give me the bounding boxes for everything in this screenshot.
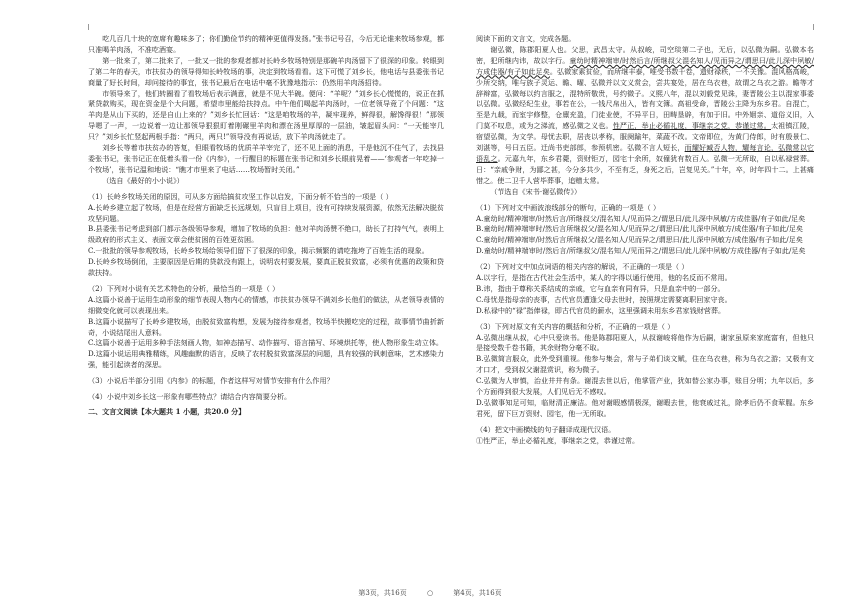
question-1-option-a: A.童幼时/精神端审/时然后言/所继叔父/混名知人/见而异之/谓思曰/此儿深中夙敏/方成佳器/有子如此/足矣 xyxy=(476,213,806,223)
section-heading: 二、文言文阅读【本大题共 1 小题，共20.0 分】 xyxy=(88,407,246,416)
question-1-option-a: A.长岭乡建立起了牧场，但是在经营方面缺乏长远规划，只盲目上项目，没有可持续发展资源，依然无法解决脱贫攻坚问题。 xyxy=(88,202,444,223)
question-1-option-b: B.县委张书记考虑到部门都示各级领导参观，增加了牧场的负担：他对羊肉汤赞不绝口，助长了打持气气，表明上级政府的形式主义、表面文章会使贫困的百姓更贫困。 xyxy=(88,224,444,245)
question-2: （2）下列对小说有关艺术特色的分析，最恰当的一项是（ ） xyxy=(88,283,280,293)
passage-text: 。弘微家素贫俭，而所继丰泰，唯受书数千卷，遗财禄秩，一不关豫。混风格高峻，少所交纳，唯与族子灵运、瞻、曜、弘微并以文义赏会，尝共宴处，居在乌衣巷，故谓之乌衣之游。瞻等才辞辩富，弘微每以约言服之，混特所敬贵，号约微子。义熙八年，混以刘毅党见诛，妻晋陵公主以混家事委以弘微。弘微经纪生业，事若在公，一钱尺帛出入，皆有文簿。高祖受命，晋陵公主降为东乡君。自混亡，至是九载，而室宇修整，仓廪充盈，门徒业使，不异平日，田畴垦辟，有加于旧。中外姻亲、道俗义旧，入门莫不叹息，或为之涕流，感弘微之义也。 xyxy=(476,66,814,131)
question-3-option-c: C.弘微为人审慎，治业井井有条。谢混去世以后，他掌管产业，犹如替公家办事，账目分明；九年以后，多个方面得到很大发展，人们见后无不感叹。 xyxy=(476,376,814,397)
question-2-option-d: D.这篇小说运用典雅精练，风趣幽默的语言，反映了农村脱贫致富深层的问题，具有较强的讽刺意味，艺术感染力强，能引起读者的深思。 xyxy=(88,349,444,370)
question-3-option-d: D.弘微事知足可知，临财清正廉洁。他对谢暇感情极深，谢暇去世，他衰戚过礼，除孝后仍不食荤腥。东乡君死，留下巨万资财、园宅，他一无所取。 xyxy=(476,398,814,418)
passage-source: （节选自《宋书·谢弘微传》） xyxy=(490,186,582,196)
passage-text: 谢弘微，陈郡阳夏人也。父思，武昌太守。从叔峻，司空琰第二子也，无后，以弘微为嗣。弘微本名密，犯所继内讳，故以字行。 xyxy=(476,44,814,65)
page-footer xyxy=(0,588,860,598)
passage-text: 。元嘉九年，东乡君薨，资财钜万，园宅十余所，奴僮犹有数百人。弘微一无所取，自以私禄营葬。日：“亲戚争财，为鄙之甚，今分多共少，不至有乏，身死之后，岂复见关。”十年，卒，时年四十二。上甚痛惜之。使二卫千人营毕葬事，追赠太常。 xyxy=(476,153,814,185)
question-3: （3）小说后半部分引用《内参》的标题，作者这样写对情节安排有什么作用？ xyxy=(88,376,334,386)
question-3: （3）下列对原文有关内容的概括和分析，不正确的一项是（ ） xyxy=(476,321,675,331)
underlined-sentence: 而耀好臧否人物，耀每言论，弘微常以它语乱之 xyxy=(476,143,814,163)
passage-intro: 阅读下面的文言文，完成各题。 xyxy=(476,34,576,43)
question-2-option-b: B.这篇小说描写了长岭乡建牧场，由脱贫致富构想，发展为接待参观者，牧场半快搬吃完的过程，故事情节曲折新奇，小说结尾出人意料。 xyxy=(88,316,444,337)
question-4-item-1: ①性严正，举止必循礼度，事继亲之党，恭谨过常。 xyxy=(476,435,640,445)
question-1-option-d: D.长岭乡牧场倒闭，主要原因是后期的贷款没有跟上，说明农村要发展，要真正脱贫致富，必须有优惠的政策和贷款扶持。 xyxy=(88,257,444,278)
passage-paragraph: 吃几百几十块的宽席有趣味多了；你们勤俭节约的精神更值得发扬。”张书记号召，今后无论谁来牧场参观，都只准喝羊肉汤，不准吃酒宴。 xyxy=(88,34,444,54)
passage-paragraph: 市领导来了，他们转圈看了看牧场后表示满意，就是不见大半碗。便问：“羊呢？”刘乡长心慌慌的，说正在抓紧贷款购买，现在资金是个大问题，希望市里能给扶持点。中午他们喝起羊肉汤时，一位老领导竟了个问题：“这羊肉是从山下买的，还是自山上来的？”刘乡长忙回话：“这是咱牧场的羊，凝牢现养，鲜得很，解馋得很！”那领导嗯了一声，一边说着一边让那领导狠狠盯着刚碾里羊肉和漂在汤里厚厚的一层油，皱起眉头问：“一天能宰几只？”刘乡长忙竖起两根手指：“两只，两只!”领导没有再说话，放下羊肉汤就走了。 xyxy=(88,88,444,142)
passage-source: （选自《最好的小小说》） xyxy=(102,175,184,185)
passage-paragraph: 第一批来了，第二批来了，一批又一批的参观者都对长岭乡牧场特别是那碗羊肉汤留下了很深的印象。转眼到了第二年的春天，市扶贫办的领导得知长岭牧场的事，决定到牧场看看。这下可慌了刘乡长，他电话与县委张书记商量了好长时间，却问接待的事宜，张书记最后在电话中毫不犹豫地指示：仍然用羊肉汤招待。 xyxy=(88,55,444,87)
question-2-option-d: D.私禄中的“禄”指俸禄，即古代官员的薪水，这里强调未用东乡君家钱财营葬。 xyxy=(476,305,726,315)
question-2-option-b: B.讳，指由于尊称关系结成的亲戚，它与血亲有同有异，只是血亲中的一部分。 xyxy=(476,283,725,293)
right-column xyxy=(476,34,814,582)
question-1: （1）长岭乡牧场关闭的原因，可从多方面给搞贫攻坚工作以启发，下面分析不恰当的一项是（ ） xyxy=(88,191,393,201)
underlined-sentence: 性严正，举止必循礼度，事继亲之党，恭谨过常。 xyxy=(612,121,771,131)
question-2-option-c: C.这篇小说善于运用多种手法刻画人物，如神态描写、动作描写、语言描写、环境烘托等，使人物形象生动立体。 xyxy=(88,338,444,348)
left-column xyxy=(88,34,444,582)
question-3-option-a: A.弘微出继从叔，心中只爱读书。他是陈郡阳夏人，从叔谢峻将他作为后嗣，谢家虽原来家庭富有，但他只是接受数千卷书籍，其余财物分毫不取。 xyxy=(476,332,814,353)
question-1-option-b: B.童幼时/精神端审时/然后言所继叔父/混名知人/见而异之/谓思曰/此儿深中夙敏方/成佳器/有子如此/足矣 xyxy=(476,224,803,234)
passage-paragraph: 刘乡长等着市扶贫办的答复，但眼看牧场的优质羊羊宰完了，还不见上面的消息，干是他沉不住气了，去找县委张书记，张书记正在低着头看一份《内参》，一行醒目的标题在张书记和刘乡长眼前晃着——‘参观者一年吃掉一个牧场’，张书记温和地说：“瞧才市里来了电话……牧场暂时关闭。” xyxy=(88,143,444,174)
crop-mark xyxy=(88,24,89,30)
crop-mark xyxy=(813,24,814,30)
passage-paragraph xyxy=(476,45,814,187)
question-2-option-a: A.以字行，是指在古代社会生活中，某人的字得以通行使用，他的名反而不常用。 xyxy=(476,273,732,283)
page-number-right: 第4页，共16页 xyxy=(453,589,502,597)
passage-text: 太祖镇江陵，宿望弘微，为文学。母忧去职，居丧以孝称，服阕踰年，菜蔬不改。文帝即位，为黄门侍郎，时有殷景仁、刘湛等，号曰五臣。迁尚书吏部郎，参预机密。弘微不言人短长， xyxy=(476,121,814,153)
question-2: （2）下列对文中加点词语的相关内容的解说，不正确的一项是（ ） xyxy=(476,262,689,272)
fold-circle-icon: ○ xyxy=(426,589,434,597)
question-2-option-a: A.这篇小说善于运用生动形象的细节表现人物内心的情感，市扶贫办领导不满刘乡长他们的做法，从老领导表情的细微变化就可以表现出来。 xyxy=(88,294,444,315)
question-3-option-b: B.弘微简言服众，此外受到重视。他参与集会，常与子弟们谈文赋，住在乌衣巷，称为乌衣之游；又极有文才口才，受到叔父谢混赏识，称为微子。 xyxy=(476,354,814,375)
question-1-option-c: C.童幼时/精神端审/时然后言所继叔父/混名知人/见而异之/谓思曰/此儿深中夙敏方/成佳器/有子如此/足矣 xyxy=(476,235,803,245)
question-1-option-d: D.童幼时/精神端审时/然后言/所继叔父/混名知人/见而异之/谓思曰/此儿深中夙敏/方成佳器/有子如此/足矣 xyxy=(476,246,806,256)
question-4: （4）小说中刘乡长这一形象有哪些特点？请结合内容简要分析。 xyxy=(88,392,292,402)
wavy-underlined-text: 童幼时精神端审/时然后言/所继叔父混名知人/见而异之/谓思曰/此儿深中夙敏/方成佳器/有子如此足矣 xyxy=(476,55,814,76)
question-1: （1）下列对文中画波浪线部分的断句，正确的一项是（ ） xyxy=(476,202,661,212)
page-number-left: 第3页，共16页 xyxy=(358,589,407,597)
question-1-option-c: C.一批批的领导参观牧场，长岭乡牧场给领导们留下了很深的印象，揭示频繁的请吃拖垮了百姓生活的现象。 xyxy=(88,246,429,256)
question-4: （4）把文中画横线的句子翻译成现代汉语。 xyxy=(476,424,616,434)
question-2-option-c: C.母忧是指母亲的丧事，古代官员遭逢父母去世时，按照规定需要离职回家守丧。 xyxy=(476,294,732,304)
